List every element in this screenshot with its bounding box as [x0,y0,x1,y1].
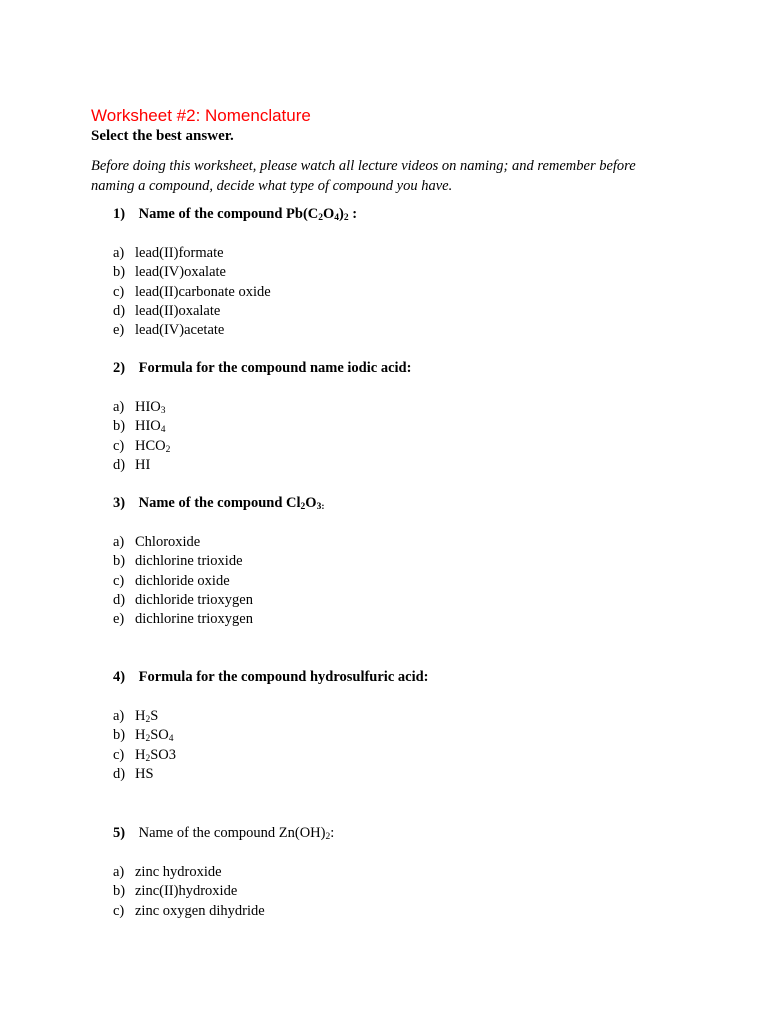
question-4 [113,669,429,686]
intro-line-2: naming a compound, decide what type of compound you have. [91,178,453,194]
answer-option[interactable]: c) $HCO_2$ [113,437,171,455]
question-5-options [113,863,265,921]
question-text: Name of the compound $Pb(C_2O_4)_2$ : [138,206,358,223]
question-number: 4) [113,669,126,685]
question-2 [113,360,411,377]
question-number: 5) [113,825,126,841]
answer-option[interactable]: b) zinc(II)hydroxide [113,883,238,900]
question-2-options [113,398,170,475]
question-number: 1) [113,206,126,222]
worksheet-title: Worksheet #2: Nomenclature [91,106,311,125]
answer-option[interactable]: b) dichlorine trioxide [113,553,243,570]
question-text: Name of the compound $Cl_2O_{3:}$ [138,495,325,512]
answer-option[interactable]: d) HI [113,456,151,473]
answer-option[interactable]: c) $H_2SO3$ [113,746,177,764]
question-text: Name of the compound $Zn(OH)_2$: [138,825,335,842]
answer-option[interactable]: b) lead(IV)oxalate [113,264,226,281]
answer-option[interactable]: e) lead(IV)acetate [113,322,225,339]
question-1 [113,206,357,223]
instructions-heading: Select the best answer. [91,128,234,144]
answer-option[interactable]: d) lead(II)oxalate [113,302,221,319]
answer-option[interactable]: a) zinc hydroxide [113,864,222,880]
question-1-options [113,244,271,340]
answer-option[interactable]: c) dichloride oxide [113,572,230,589]
answer-option[interactable]: a) $H_2S$ [113,708,159,725]
answer-option[interactable]: b) $H_2SO_4$ [113,727,174,745]
answer-option[interactable]: e) dichlorine trioxygen [113,611,253,628]
answer-option[interactable]: a) $HIO_3$ [113,399,166,416]
question-text: Formula for the compound hydrosulfuric acid: [138,669,429,685]
answer-option[interactable]: a) lead(II)formate [113,245,224,261]
answer-option[interactable]: b) $HIO_4$ [113,418,166,436]
answer-option[interactable]: c) lead(II)carbonate oxide [113,283,271,300]
question-3 [113,495,325,512]
question-number: 3) [113,495,126,511]
question-3-options [113,533,253,629]
answer-option[interactable]: d) HS [113,765,154,782]
question-number: 2) [113,360,126,376]
question-5 [113,825,334,842]
question-text: Formula for the compound name iodic acid: [138,360,412,376]
intro-line-1: Before doing this worksheet, please watch all lecture videos on naming; and remember before [91,158,636,174]
answer-option[interactable]: d) dichloride trioxygen [113,591,253,608]
question-4-options [113,707,176,784]
answer-option[interactable]: c) zinc oxygen dihydride [113,902,265,919]
answer-option[interactable]: a) Chloroxide [113,534,201,550]
intro-paragraph [91,156,681,196]
